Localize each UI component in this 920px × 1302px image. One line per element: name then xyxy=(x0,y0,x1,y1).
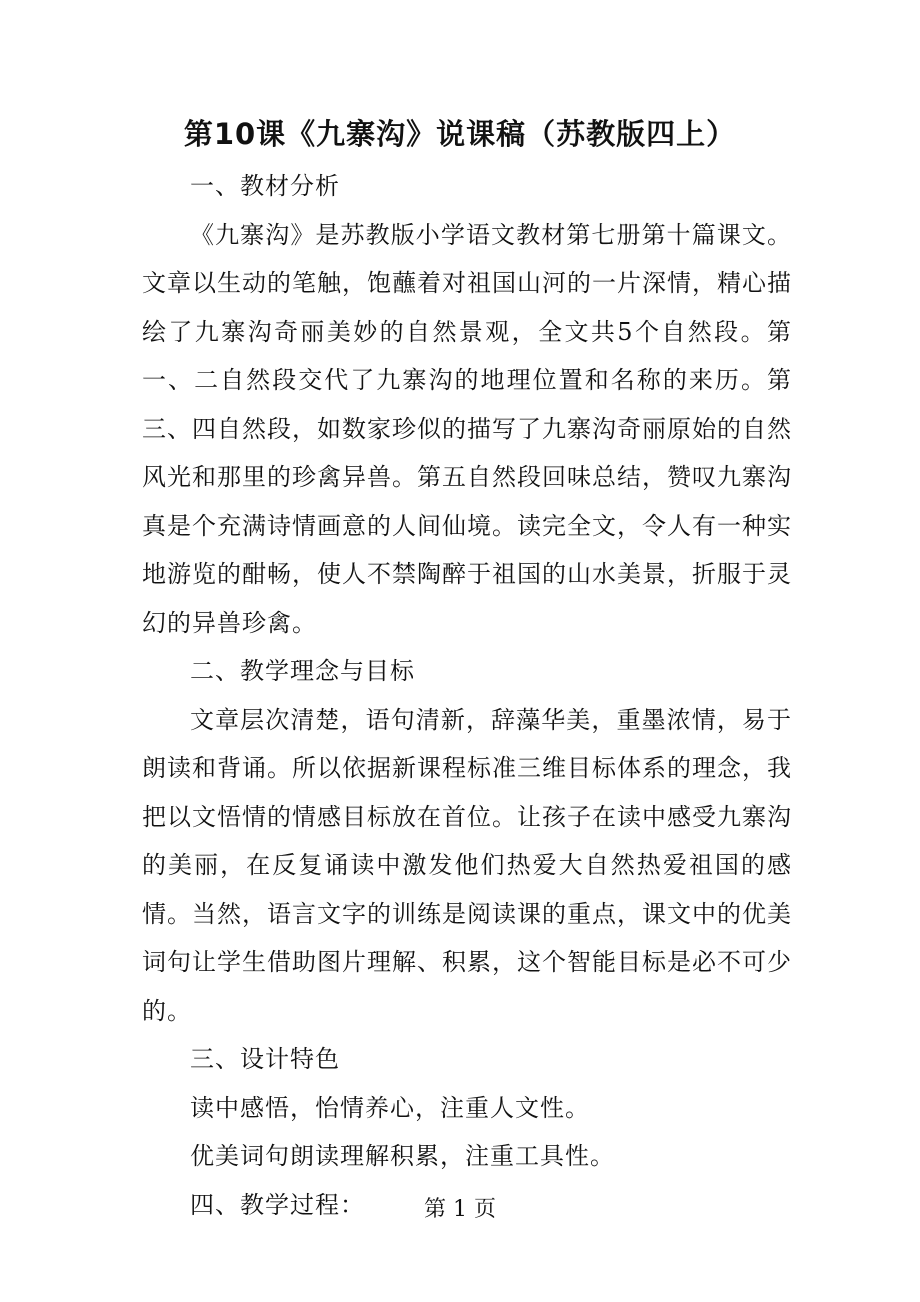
section-heading-textbook-analysis: 一、教材分析 xyxy=(190,172,340,200)
document-body xyxy=(142,162,792,1229)
paragraph-design-feature-2: 优美词句朗读理解积累，注重工具性。 xyxy=(190,1142,615,1170)
section-heading-design-features: 三、设计特色 xyxy=(190,1045,340,1073)
section-heading-teaching-goals: 二、教学理念与目标 xyxy=(190,657,415,685)
paragraph-design-feature-1: 读中感悟，怡情养心，注重人文性。 xyxy=(190,1093,590,1122)
section-heading-teaching-process: 四、教学过程： xyxy=(190,1190,365,1219)
page-number: 第 1 页 xyxy=(424,1197,496,1222)
page-title: 第10课《九寨沟》说课稿（苏教版四上） xyxy=(183,117,737,151)
paragraph-teaching-goals: 文章层次清楚，语句清新，辞藻华美，重墨浓情，易于朗读和背诵。所以依据新课程标准三维目标体系的理念，我把以文悟情的情感目标放在首位。让孩子在读中感受九寨沟的美丽，在反复诵读中激发他们热爱大自然热爱祖国的感情。当然，语言文字的训练是阅读课的重点，课文中的优美词句让学生借助图片理解、积累，这个智能目标是必不可少的。 xyxy=(142,705,792,1025)
paragraph-textbook-analysis: 《九寨沟》是苏教版小学语文教材第七册第十篇课文。文章以生动的笔触，饱蘸着对祖国山河的一片深情，精心描绘了九寨沟奇丽美妙的自然景观，全文共5个自然段。第一、二自然段交代了九寨沟的地理位置和名称的来历。第三、四自然段，如数家珍似的描写了九寨沟奇丽原始的自然风光和那里的珍禽异兽。第五自然段回味总结，赞叹九寨沟真是个充满诗情画意的人间仙境。读完全文，令人有一种实地游览的酣畅，使人不禁陶醉于祖国的山水美景，折服于灵幻的异兽珍禽。 xyxy=(142,220,792,637)
